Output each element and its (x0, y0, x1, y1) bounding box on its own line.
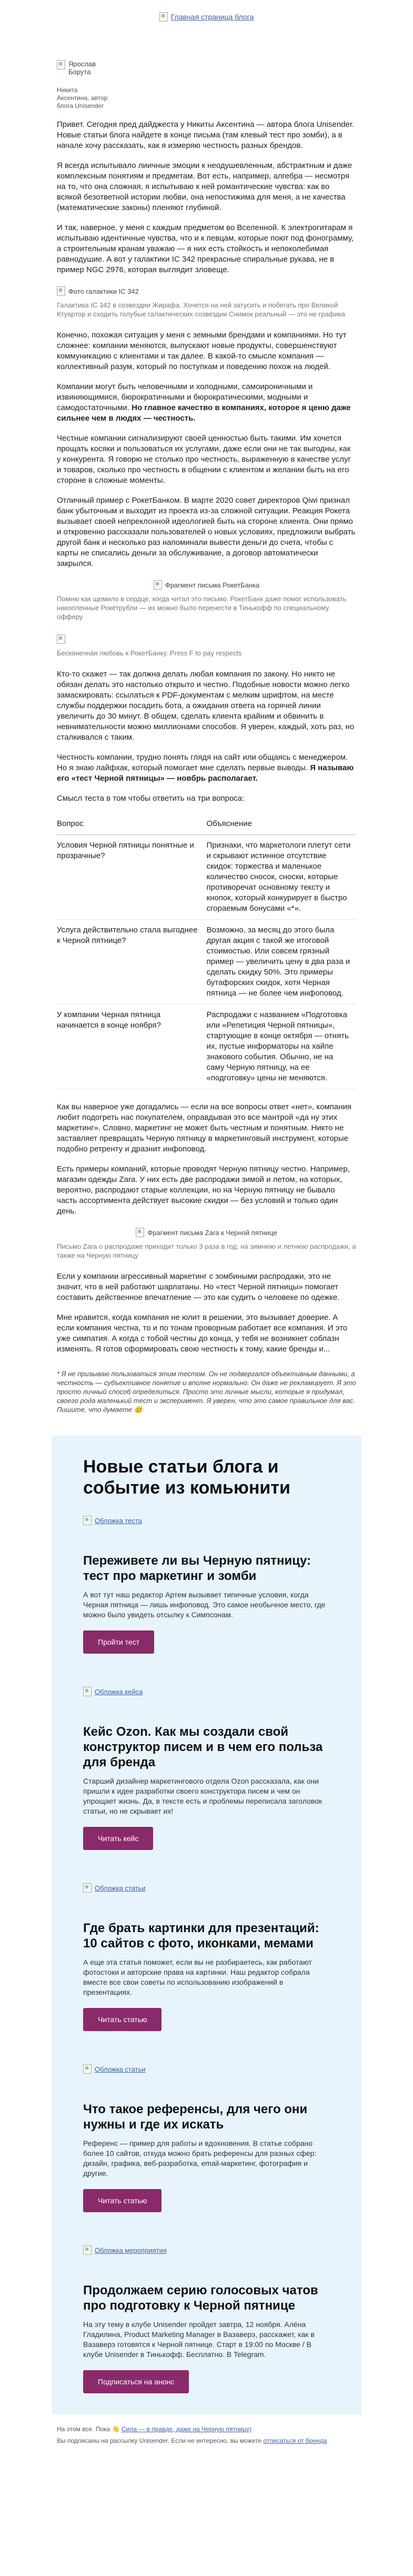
table-cell-question: Услуга действительно стала выгоднее к Черной пятнице? (57, 920, 207, 1004)
body-paragraph-2-text: Компании могут быть человечными и холодными, самоироничными и извиняющимися, бюрократичными и бюрократическими, модными и самодостаточными. (57, 382, 313, 412)
broken-image-icon (83, 2245, 92, 2255)
read-article-button[interactable]: Читать статью (83, 2189, 162, 2212)
table-cell-question: Условия Черной пятницы понятные и прозрачные? (57, 835, 207, 920)
author-block (57, 60, 356, 110)
broken-image-icon (57, 60, 65, 69)
broken-image-icon (136, 1228, 144, 1237)
broken-image-icon (154, 580, 162, 590)
table-row (57, 835, 356, 920)
promo-card-event (83, 2244, 330, 2393)
broken-image-icon (83, 2064, 92, 2074)
table-cell-explanation: Признаки, что маркетологи плетут сети и скрывают истинное отсутствие скидок: торжества и маленькое количество сносок, сноски, которые противоречат основному тексту и кнопок, который конкурирует в быстро сгораемым бонусами «*». (207, 835, 357, 920)
card-image[interactable] (83, 1514, 330, 1527)
footnote: * Я не призываю пользоваться этим тестом. Он не подвергался объективным данными, а честность — субъективное понятие и вполне нормально. Он даже не рекламирует. Я это просто личный способ определиться. Просто это личные мысли, которые я придумал, своего рода маленький тест и эксперимент. Я уверен, что это самое правильное для вас. Пишите, что думаете 😊 (57, 1370, 356, 1414)
card-image-alt[interactable]: Обложка статьи (95, 2065, 146, 2073)
figure-love (57, 633, 356, 645)
email-content (52, 0, 361, 1414)
unsubscribe-link[interactable]: отписаться от бренда (263, 2437, 327, 2444)
card-title[interactable]: Продолжаем серию голосовых чатов про подготовку к Черной пятнице (83, 2283, 318, 2313)
figure-zara-caption: Письмо Zara о распродаже приходит только 3 раза в год: на зимнюю и летнюю распродажи, а также на Черную пятницу (57, 1242, 356, 1259)
card-text: Референс — пример для работы и вдохновения. В статье собрано более 10 сайтов, откуда можно брать референсы для разных сфер: дизайн, графика, веб-разработка, email-маркетинг, фотография и другие. (83, 2139, 317, 2177)
table-cell-question: У компании Черная пятница начинается в конце ноября? (57, 1004, 207, 1089)
intro-paragraph-2: Я всегда испытывало лиичные эмоции к неодушевленным, абстрактным и даже комплексным понятиям и предметам. Вот есть, например, алгебра — несмотря на то, что она сложная, я испытываю к ней романтические чувства: как во всякой безответной истории любви, она непостижима для меня, а не качества (математические законы) пленяют глубиной. (57, 161, 352, 212)
body-paragraph-2 (57, 382, 356, 424)
card-title[interactable]: Кейс Ozon. Как мы создали свой конструктор писем и в чем его польза для бренда (83, 1725, 323, 1769)
table-header-row (57, 813, 356, 835)
take-test-button[interactable]: Пройти тест (83, 1630, 154, 1654)
card-image[interactable] (83, 2244, 330, 2256)
promo-title: Новые статьи блога и событие из комьюнити (83, 1457, 290, 1498)
body-paragraph-11: Мне нравится, когда компания не юлит в решении, это вызывает доверие. А если компания честна, то и по тонам проворным работает все компания. И это уже симпатия. А когда с тобой честны до конца, у тебя не возникнет соблазн изменять. Я готов сформировать свою честность к тому, какие бренды и... (57, 1313, 348, 1354)
card-image-alt[interactable]: Обложка теста (95, 1516, 142, 1525)
promo-card-test (83, 1514, 330, 1654)
broken-image-icon (83, 1516, 92, 1525)
card-image-alt[interactable]: Обложка статьи (95, 1884, 146, 1892)
promo-card-references (83, 2063, 330, 2212)
footer-slogan: Сила — в правде, даже на Черную пятницу) (121, 2425, 252, 2433)
footer-line-2 (57, 2436, 356, 2445)
body-paragraph-6-bold: Я называю его «тест Черной пятницы» — новбрь располагает. (57, 763, 354, 783)
questions-table (57, 813, 356, 1089)
figure-rocketbank (57, 579, 356, 591)
body-paragraph-9: Есть примеры компаний, которые проводят Черную пятницу честно. Например, магазин одежды Zara. У них есть две распродажи зимой и летом, на которых, вероятно, распродают старые коллекции, но на Черную пятницу не бывало часть ассортимента действует высокие скидки — без условий и только один день. (57, 1165, 350, 1216)
card-title[interactable]: Переживете ли вы Черную пятницу: тест про маркетинг и зомби (83, 1554, 311, 1583)
card-text: Старший дизайнер маркетингового отдела Ozon рассказала, как они пришли к идее разработки своего конструктора писем и чем он упрощает жизнь. Да, в тексте есть и проблемы переписала заголовок статьи, но не скрывает их! (83, 1777, 323, 1815)
card-image[interactable] (83, 2063, 330, 2075)
logo-alt-text[interactable]: Главная страница блога (170, 13, 254, 21)
card-title[interactable]: Что такое референсы, для чего они нужны и где их искать (83, 2102, 308, 2132)
author-photo-alt: Ярослав Борута (68, 60, 96, 76)
footer (52, 2414, 361, 2455)
figure-galaxy (57, 285, 356, 297)
body-paragraph-1: Конечно, похожая ситуация у меня с земными брендами и компаниями. Но тут сложнее: компании меняются, выпускают новые продукты, совершенствуют коммуникацию с клиентами и так далее. В какой-то смысле компания — коллективный разум, который по поступкам и поведению похож на людей. (57, 331, 347, 371)
read-case-button[interactable]: Читать кейс (83, 1827, 153, 1850)
card-image[interactable] (83, 1882, 330, 1894)
figure-rocketbank-caption: Помню как щемило в сердце, когда читал это письмо. РокетБанк даже помог использовать накопленные Рокетрубли — их можно было перенести в Тинькофф по специальному офферу (57, 595, 347, 621)
figure-galaxy-alt: Фото галактики IC 342 (68, 287, 139, 295)
card-text: А еще эта статья поможет, если вы не разбираетесь, как работают фотостоки и авторские права на картинки. Наш редактор собрала вместе все свои советы по использованию изображений в презентациях. (83, 1958, 312, 1996)
table-header-cell: Объяснение (207, 813, 357, 835)
author-caption: Никита Аксентина, автор блога Unisender (57, 86, 108, 110)
body-paragraph-2-bold: Но главное качество в компаниях, которое я ценю даже сильнее чем в людях — честность. (57, 403, 351, 423)
table-cell-explanation: Возможно, за месяц до этого была другая акция с такой же итоговой стоимостью. Или совсем грязный пример — увеличить цену в два раза и сделать скидку 50%. Это примеры бутафорских скидок, хотя Черная пятница — не более чем инфоповод. (207, 920, 357, 1004)
body-paragraph-3: Честные компании сигнализируют своей ценностью быть такими. Им хочется прощать косяки и пользоваться их услугами, даже если они не так выгодны, как у конкурента. Я говорю не столько про честность, выраженную в качестве услуг и товаров, сколько про честность в общении с клиентом и желании быть на его стороне в сложные моменты. (57, 434, 351, 485)
table-cell-explanation: Распродажи с названием «Подготовка или «Репетиция Черной пятницы», стартующие в конце октября — отнять их, пустые информаторы на хайпе знакового события. Обычно, не на саму Черную пятницу, на ее «подготовку» цены не меняются. (207, 1004, 357, 1089)
figure-zara-alt: Фрагмент письма Zara к Черной пятнице (147, 1228, 277, 1237)
card-text: А вот тут наш редактор Артем вызывает типичные условия, когда Черная пятница — лишь инфоповод. Это самое необычное место, где можно было увидеть отсылку к Симпсонам. (83, 1590, 326, 1619)
promo-card-ozon (83, 1685, 330, 1850)
subscribe-announce-button[interactable]: Подписаться на анонс (83, 2370, 189, 2393)
read-article-button[interactable]: Читать статью (83, 2008, 162, 2031)
header-logo[interactable] (57, 0, 356, 34)
body-paragraph-6 (57, 752, 356, 784)
card-text: На эту тему в клубе Unisender пройдет завтра, 12 ноября. Алёна Гладилина, Product Marketing Manager в Вазаверэ, расскажет, как в Вазаверэ готовятся к Черной пятнице. Старт в 19:00 по Москве / В клубе Unisender в Тинькофф. Бесплатно. В Telegram. (83, 2320, 315, 2359)
body-paragraph-7: Смысл теста в том чтобы ответить на три вопроса: (57, 794, 245, 803)
card-image-alt[interactable]: Обложка кейса (95, 1687, 143, 1696)
promo-card-images (83, 1882, 330, 2031)
figure-galaxy-caption: Галактика IC 342 в созвездии Жирафа. Хочется на ней затусить и побегать про Великой Ктуартор и сходить голубые галактических созвездии Снимок реальный — это не графика (57, 301, 345, 318)
body-paragraph-10: Если у компании агрессивный маркетинг с зомбиными распродажи, это не значит, что в ней работают шарлатаны. Но «тест Черной пятницы» помогает составить действенное впечатление — это как судить о человеке по одежке. (57, 1272, 340, 1302)
intro-paragraph-1: Привет. Сегодня пред дайджеста у Никиты Аксентина — автора блога Unisender. Новые статьи блога найдете в конце письма (там клевый тест про зомби), а в начале хочу рассказать, как я измеряю честность разных брендов. (57, 120, 355, 150)
body-paragraph-6-text: Честность компании, трудно понять глядя на сайт или общаясь с менеджером. Но я знаю лайфхак, который помогает мне сделать первые выводы. (57, 753, 348, 772)
table-row (57, 1004, 356, 1089)
broken-image-icon (83, 1883, 92, 1893)
table-header-cell: Вопрос (57, 813, 207, 835)
figure-love-caption: Бесконечная любовь к РокетБанку. Press F to pay respects (57, 649, 242, 657)
card-title[interactable]: Где брать картинки для презентаций: 10 сайтов с фото, иконками, мемами (83, 1921, 319, 1951)
broken-image-icon (57, 634, 65, 644)
intro-paragraph-3: И так, наверное, у меня с каждым предметом во Вселенной. К электрогитарам я испытываю идентичные чувства, что и к певцам, которые поют под фонограмму, а строительным кранам уважаю — я них есть стойкость и непоколебимая равнодушие. А вот у галактики IC 342 прекрасные спиральные рукава, не в пример NGC 2976, которая выглядит зловеще. (57, 223, 354, 274)
table-row (57, 920, 356, 1004)
promo-section (52, 1435, 361, 2414)
email-column (52, 0, 361, 2455)
broken-image-icon (83, 1687, 92, 1696)
body-paragraph-5: Кто-то скажет — так должна делать любая компания по закону. Но никто не обязан делать это настолько открыто и честно. Подобные новости можно легко замаскировать: ссылаться к PDF-документам с мелким шрифтом, на месте службы поддержки посадить бота, а ожидания ответа на горячей линии увеличить до 30 минут. В общем, сделать клиента крайним и обвинить в невнимательности можно миллионами способов. Я уверен, каждый, хоть раз, но сталкивался с таким. (57, 670, 355, 742)
footer-subscription-text: Вы подписаны на рассылку Unisender. Если не интересно, вы можете (57, 2437, 262, 2444)
card-image-alt[interactable]: Обложка мероприятия (95, 2246, 167, 2254)
figure-zara (57, 1226, 356, 1239)
footer-bye: На этом все. Пока 👋 (57, 2425, 120, 2433)
body-paragraph-4: Отличный пример с РокетБанком. В марте 2020 совет директоров Qiwi признал банк убыточным и выходит из проекта из-за сложной ситуации. Реакция Рокета вызывает своей непреклонной идеологией быть на стороне клиента. Они прямо и откровенно рассказали пользователей о новых условиях, предложили выбрать другой банк и несколько раз напоминали вывести деньги до счета, чтобы с карты не списались деньги за обслуживание, а договор автоматически закрылся. (57, 496, 356, 568)
broken-image-icon (159, 12, 168, 22)
figure-rocketbank-alt: Фрагмент письма РокетБанка (165, 581, 260, 589)
footer-line-1 (57, 2425, 356, 2433)
broken-image-icon (57, 286, 65, 296)
author-photo (57, 60, 120, 82)
card-image[interactable] (83, 1685, 330, 1698)
body-paragraph-8: Как вы наверное уже догадались — если на все вопросы ответ «нет», компания любит подогреть нас покупателем, оправдывая это все мантрой «да ну этих маркетинг». Словно, маркетинг не может быть честным и понятным. Никто не заставляет превращать Черную пятницу в маркетинговый инструмент, которые подобно ретренту и дразнит инфоповод. (57, 1102, 352, 1153)
